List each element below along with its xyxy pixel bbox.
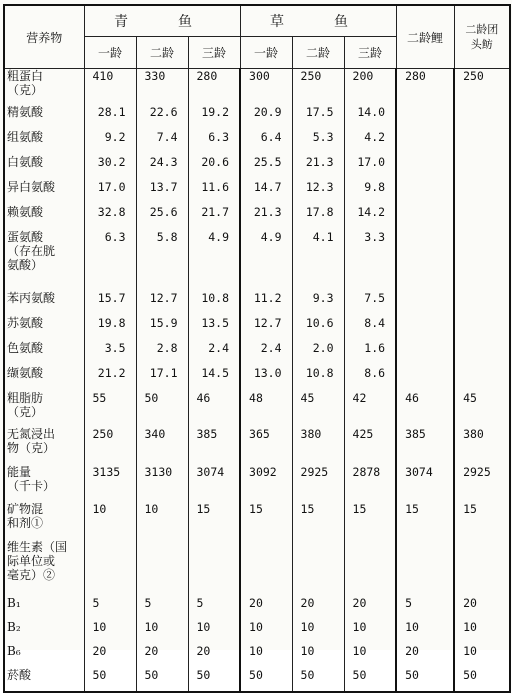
carp-value [396,205,454,230]
header-qingyu: 青 鱼 [84,5,240,37]
caoyu-age-3-value: 3.3 [344,230,396,291]
table-row [4,291,510,316]
qingyu-age-1-value: 10 [84,620,136,644]
carp-value: 50 [396,668,454,692]
bream-value: 45 [454,391,510,427]
bream-value [454,316,510,341]
row-label [4,502,84,540]
qingyu-age-2-value: 50 [136,668,188,692]
header-caoyu: 草 鱼 [240,5,396,37]
table-row [4,341,510,366]
table-row [4,596,510,620]
qingyu-age-2-value: 13.7 [136,180,188,205]
row-label-line: 苯丙氨酸 [7,290,56,305]
qingyu-age-1-value: 55 [84,391,136,427]
bream-value [454,105,510,130]
carp-value [396,366,454,391]
qingyu-age-2-value: 5.8 [136,230,188,291]
carp-value [396,316,454,341]
row-label-line: 苏氨酸 [7,315,44,330]
qingyu-age-1-value: 50 [84,668,136,692]
caoyu-age-3-value [344,540,396,596]
row-label [4,155,84,180]
row-label-line: 赖氨酸 [7,204,44,219]
caoyu-age-3-value: 9.8 [344,180,396,205]
qingyu-age-3-value: 21.7 [188,205,240,230]
row-label [4,540,84,596]
table-row [4,230,510,291]
row-label-line: 组氨酸 [7,129,44,144]
row-label-line: 缬氨酸 [7,365,44,380]
qingyu-age-1-value: 6.3 [84,230,136,291]
qingyu-age-1-value: 28.1 [84,105,136,130]
qingyu-age-2-value: 50 [136,391,188,427]
caoyu-age-1-value: 365 [240,427,292,465]
caoyu-age-1-value: 300 [240,69,292,105]
caoyu-age-1-value: 11.2 [240,291,292,316]
qingyu-age-3-value: 14.5 [188,366,240,391]
caoyu-age-3-value: 17.0 [344,155,396,180]
caoyu-age-1-value [240,540,292,596]
qingyu-age-3-value: 385 [188,427,240,465]
bream-value: 10 [454,620,510,644]
caoyu-age-1-value: 25.5 [240,155,292,180]
row-label [4,291,84,316]
row-label-line: （存在胱 [7,243,56,258]
caoyu-age-2-value: 17.8 [292,205,344,230]
row-label-line: 氨酸） [7,257,44,272]
caoyu-age-2-value: 250 [292,69,344,105]
caoyu-age-2-value: 9.3 [292,291,344,316]
qingyu-age-1-value: 17.0 [84,180,136,205]
row-label [4,230,84,291]
caoyu-age-2-value: 12.3 [292,180,344,205]
bream-value [454,366,510,391]
caoyu-age-1-value: 21.3 [240,205,292,230]
header-qingyu-age-3: 三龄 [188,37,240,69]
row-label-line: 粗蛋白 [7,69,44,83]
table-row [4,105,510,130]
row-label-line: （千卡） [7,478,56,493]
row-label-line: 无氮浸出 [7,426,56,441]
row-label-line: 维生素（国 [7,539,68,554]
qingyu-age-3-value: 10 [188,620,240,644]
qingyu-age-3-value: 3074 [188,465,240,502]
table-row [4,366,510,391]
caoyu-age-1-value: 48 [240,391,292,427]
qingyu-age-2-value: 7.4 [136,130,188,155]
caoyu-age-3-value: 15 [344,502,396,540]
qingyu-age-3-value: 5 [188,596,240,620]
row-label-line: 粗脂肪 [7,390,44,405]
carp-value [396,341,454,366]
qingyu-age-1-value: 20 [84,644,136,668]
bream-value: 20 [454,596,510,620]
table-row [4,502,510,540]
qingyu-age-1-value: 9.2 [84,130,136,155]
caoyu-age-2-value: 10 [292,644,344,668]
qingyu-age-3-value: 19.2 [188,105,240,130]
qingyu-age-1-value [84,540,136,596]
caoyu-age-2-value: 4.1 [292,230,344,291]
qingyu-age-2-value: 3130 [136,465,188,502]
row-label [4,644,84,668]
carp-value [396,291,454,316]
carp-value: 385 [396,427,454,465]
caoyu-age-3-value: 14.2 [344,205,396,230]
table-row [4,620,510,644]
caoyu-age-3-value: 14.0 [344,105,396,130]
row-label [4,316,84,341]
row-label [4,130,84,155]
carp-value: 5 [396,596,454,620]
table-row [4,180,510,205]
carp-value [396,540,454,596]
caoyu-age-3-value: 7.5 [344,291,396,316]
caoyu-age-1-value: 15 [240,502,292,540]
caoyu-age-1-value: 14.7 [240,180,292,205]
caoyu-age-2-value: 10.8 [292,366,344,391]
caoyu-age-1-value: 2.4 [240,341,292,366]
row-label [4,427,84,465]
caoyu-age-2-value: 21.3 [292,155,344,180]
qingyu-age-2-value: 24.3 [136,155,188,180]
header-qingyu-age-1: 一龄 [84,37,136,69]
row-label [4,205,84,230]
caoyu-age-1-value: 13.0 [240,366,292,391]
caoyu-age-1-value: 6.4 [240,130,292,155]
caoyu-age-1-value: 3092 [240,465,292,502]
qingyu-age-2-value: 10 [136,620,188,644]
qingyu-age-3-value: 20.6 [188,155,240,180]
qingyu-age-3-value: 4.9 [188,230,240,291]
qingyu-age-3-value: 15 [188,502,240,540]
row-label-line: 精氨酸 [7,104,44,119]
row-label-line: 物（克） [7,440,56,455]
carp-value [396,180,454,205]
table-row [4,205,510,230]
qingyu-age-1-value: 15.7 [84,291,136,316]
caoyu-age-1-value: 10 [240,644,292,668]
table-row [4,465,510,502]
row-label [4,391,84,427]
qingyu-age-1-value: 3135 [84,465,136,502]
row-label [4,341,84,366]
caoyu-age-2-value: 380 [292,427,344,465]
qingyu-age-3-value: 46 [188,391,240,427]
qingyu-age-3-value: 10.8 [188,291,240,316]
caoyu-age-3-value: 10 [344,644,396,668]
caoyu-age-3-value: 2878 [344,465,396,502]
carp-value [396,230,454,291]
caoyu-age-3-value: 8.6 [344,366,396,391]
table-row [4,391,510,427]
row-label-line: 和剂① [7,515,44,530]
qingyu-age-1-value: 21.2 [84,366,136,391]
caoyu-age-1-value: 50 [240,668,292,692]
carp-value: 280 [396,69,454,105]
caoyu-age-1-value: 10 [240,620,292,644]
row-label [4,668,84,692]
row-label-line: 异白氨酸 [7,179,56,194]
bream-value: 2925 [454,465,510,502]
row-label-line: B₆ [7,643,21,658]
header-caoyu-age-3: 三龄 [344,37,396,69]
qingyu-age-2-value: 22.6 [136,105,188,130]
table-row [4,69,510,105]
qingyu-age-1-value: 5 [84,596,136,620]
caoyu-age-3-value: 200 [344,69,396,105]
row-label-line: 能量 [7,464,32,479]
bream-value: 10 [454,644,510,668]
caoyu-age-3-value: 10 [344,620,396,644]
qingyu-age-1-value: 250 [84,427,136,465]
bream-value: 380 [454,427,510,465]
caoyu-age-3-value: 50 [344,668,396,692]
header-carp: 二龄鲤 [396,5,454,69]
qingyu-age-1-value: 10 [84,502,136,540]
bream-value: 15 [454,502,510,540]
header-caoyu-age-2: 二龄 [292,37,344,69]
bream-value [454,540,510,596]
qingyu-age-3-value: 11.6 [188,180,240,205]
qingyu-age-3-value: 2.4 [188,341,240,366]
carp-value: 46 [396,391,454,427]
carp-value: 3074 [396,465,454,502]
qingyu-age-2-value: 25.6 [136,205,188,230]
qingyu-age-3-value: 13.5 [188,316,240,341]
caoyu-age-2-value: 10.6 [292,316,344,341]
table-row [4,427,510,465]
caoyu-age-2-value: 45 [292,391,344,427]
bream-value: 50 [454,668,510,692]
qingyu-age-2-value: 5 [136,596,188,620]
caoyu-age-3-value: 20 [344,596,396,620]
row-label-line: 际单位或 [7,553,56,568]
row-label-line: 矿物混 [7,501,44,516]
qingyu-age-2-value: 10 [136,502,188,540]
row-label [4,366,84,391]
qingyu-age-3-value [188,540,240,596]
row-label [4,105,84,130]
bream-value [454,230,510,291]
caoyu-age-2-value: 10 [292,620,344,644]
bream-value [454,205,510,230]
qingyu-age-2-value: 2.8 [136,341,188,366]
row-label [4,620,84,644]
qingyu-age-2-value: 17.1 [136,366,188,391]
qingyu-age-2-value: 20 [136,644,188,668]
qingyu-age-2-value: 12.7 [136,291,188,316]
caoyu-age-2-value: 2.0 [292,341,344,366]
row-label [4,180,84,205]
carp-value: 20 [396,644,454,668]
caoyu-age-3-value: 425 [344,427,396,465]
nutrient-table [3,4,511,693]
caoyu-age-1-value: 20.9 [240,105,292,130]
table-row [4,130,510,155]
row-label-line: 白氨酸 [7,154,44,169]
bream-value: 250 [454,69,510,105]
caoyu-age-1-value: 12.7 [240,316,292,341]
row-label [4,465,84,502]
carp-value [396,130,454,155]
row-label-line: 色氨酸 [7,340,44,355]
table-row [4,316,510,341]
caoyu-age-2-value: 17.5 [292,105,344,130]
header-nutrient: 营养物 [4,5,84,69]
row-label-line: B₁ [7,595,21,610]
qingyu-age-1-value: 32.8 [84,205,136,230]
qingyu-age-3-value: 20 [188,644,240,668]
qingyu-age-2-value: 15.9 [136,316,188,341]
qingyu-age-3-value: 6.3 [188,130,240,155]
qingyu-age-1-value: 410 [84,69,136,105]
table-row [4,155,510,180]
table-body [4,69,510,692]
bream-value [454,130,510,155]
qingyu-age-3-value: 50 [188,668,240,692]
caoyu-age-2-value [292,540,344,596]
row-label-line: 蛋氨酸 [7,229,44,244]
qingyu-age-1-value: 30.2 [84,155,136,180]
bream-value [454,155,510,180]
caoyu-age-1-value: 4.9 [240,230,292,291]
row-label [4,596,84,620]
table-row [4,668,510,692]
caoyu-age-3-value: 8.4 [344,316,396,341]
caoyu-age-2-value: 20 [292,596,344,620]
carp-value [396,105,454,130]
caoyu-age-3-value: 4.2 [344,130,396,155]
bream-value [454,180,510,205]
carp-value [396,155,454,180]
qingyu-age-1-value: 19.8 [84,316,136,341]
caoyu-age-2-value: 5.3 [292,130,344,155]
caoyu-age-3-value: 1.6 [344,341,396,366]
carp-value: 15 [396,502,454,540]
bream-value [454,291,510,316]
carp-value: 10 [396,620,454,644]
row-label-line: 菸酸 [7,667,32,682]
qingyu-age-1-value: 3.5 [84,341,136,366]
caoyu-age-2-value: 2925 [292,465,344,502]
qingyu-age-2-value: 340 [136,427,188,465]
caoyu-age-3-value: 42 [344,391,396,427]
row-label-line: 毫克）② [7,567,56,582]
table-row [4,644,510,668]
bream-value [454,341,510,366]
header-qingyu-age-2: 二龄 [136,37,188,69]
table-row [4,540,510,596]
row-label-line: （克） [7,404,44,419]
caoyu-age-2-value: 15 [292,502,344,540]
header-bream: 二龄团 头鲂 [454,5,510,69]
caoyu-age-2-value: 50 [292,668,344,692]
qingyu-age-3-value: 280 [188,69,240,105]
header-caoyu-age-1: 一龄 [240,37,292,69]
caoyu-age-1-value: 20 [240,596,292,620]
row-label-line: B₂ [7,619,21,634]
row-label-line: （克） [7,83,44,97]
row-label [4,69,84,105]
qingyu-age-2-value: 330 [136,69,188,105]
qingyu-age-2-value [136,540,188,596]
